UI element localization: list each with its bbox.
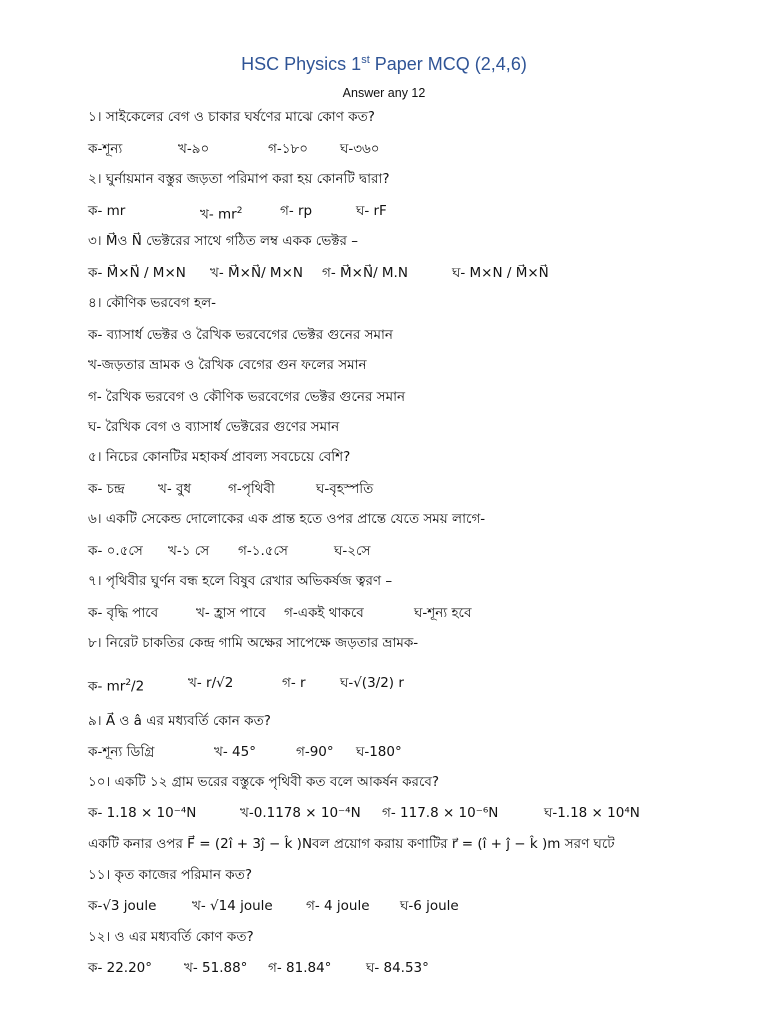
q7-option-d: ঘ-শূন্য হবে	[414, 605, 472, 621]
question-8: ৮। নিরেট চাকতির কেন্দ্র গামি অক্ষের সাপেক্ষে জড়তার ভ্রামক-	[88, 635, 419, 651]
q2-option-b	[200, 202, 242, 224]
question-5: ৫। নিচের কোনটির মহাকর্ষ প্রাবল্য সবচেয়ে বেশি?	[88, 449, 351, 465]
q1-option-b: খ-৯০	[178, 141, 210, 157]
q10-option-a: ক- 1.18 × 10⁻⁴N	[88, 805, 197, 821]
q8-option-b: খ- r/√2	[188, 675, 234, 691]
q4-option-a: ক- ব্যাসার্ধ ভেক্টর ও রৈখিক ভরবেগের ভেক্টর গুনের সমান	[88, 327, 393, 343]
q7-option-c: গ-একই থাকবে	[284, 605, 364, 621]
q9-option-c: গ-90°	[296, 744, 334, 760]
q3-option-d: ঘ- M×N / M⃗×N⃗	[452, 265, 549, 281]
question-9: ৯। A⃗ ও â এর মধ্যবর্তি কোন কত?	[88, 713, 271, 729]
q12-option-c: গ- 81.84°	[268, 960, 332, 976]
q2-option-d: ঘ- rF	[356, 203, 387, 219]
q9-option-a: ক-শূন্য ডিগ্রি	[88, 744, 155, 760]
q6-option-c: গ-১.৫সে	[238, 543, 288, 559]
page-subtitle: Answer any 12	[342, 86, 426, 100]
q3-option-b: খ- M⃗×N⃗/ M×N	[210, 265, 303, 281]
q11-option-c: গ- 4 joule	[306, 898, 370, 914]
q1-option-a: ক-শূন্য	[88, 141, 123, 157]
q11-option-b: খ- √14 joule	[192, 898, 273, 914]
q4-option-d: ঘ- রৈখিক বেগ ও ব্যাসার্ধ ভেক্টরের গুণের সমান	[88, 419, 340, 435]
q5-option-b: খ- বুধ	[158, 481, 192, 497]
q2-option-c: গ- rp	[280, 203, 313, 219]
q3-option-c: গ- M⃗×N⃗/ M.N	[322, 265, 408, 281]
q12-option-a: ক- 22.20°	[88, 960, 153, 976]
page-title	[0, 54, 768, 75]
question-4: ৪। কৌণিক ভরবেগ হল-	[88, 295, 217, 311]
q7-option-b: খ- হ্রাস পাবে	[196, 605, 266, 621]
q9-option-b: খ- 45°	[214, 744, 256, 760]
q2-option-b-text: খ- mr	[200, 206, 237, 223]
q1-option-c: গ-১৮০	[268, 141, 309, 157]
question-11: ১১। কৃত কাজের পরিমান কত?	[88, 867, 253, 883]
q7-option-a: ক- বৃদ্ধি পাবে	[88, 605, 159, 621]
q10-option-c: গ- 117.8 × 10⁻⁶N	[382, 805, 499, 821]
q10-option-b: খ-0.1178 × 10⁻⁴N	[240, 805, 361, 821]
question-10: ১০। একটি ১২ গ্রাম ভরের বস্তুকে পৃথিবী কত বলে আকর্ষন করবে?	[88, 774, 440, 790]
q11-option-a: ক-√3 joule	[88, 898, 157, 914]
q8-option-a-tail: /2	[131, 678, 145, 695]
q1-option-d: ঘ-৩৬০	[340, 141, 380, 157]
q8-option-a-text: ক- mr	[88, 678, 126, 695]
q11-option-d: ঘ-6 joule	[400, 898, 459, 914]
question-12: ১২। ও এর মধ্যবর্তি কোণ কত?	[88, 929, 254, 945]
q5-option-c: গ-পৃথিবী	[228, 481, 275, 497]
title-text-rest: Paper MCQ (2,4,6)	[369, 54, 527, 74]
question-2: ২। ঘুর্নায়মান বস্তুর জড়তা পরিমাপ করা হয় কোনটি দ্বারা?	[88, 171, 390, 187]
q5-option-d: ঘ-বৃহস্পতি	[316, 481, 374, 497]
q8-option-c: গ- r	[282, 675, 306, 691]
question-stem: একটি কনার ওপর F⃗ = (2î + 3ĵ − k̂ )Nবল প্রয়োগ করায় কণাটির r⃗ = (î + ĵ − k̂ )m সরণ ঘটে	[88, 836, 615, 852]
title-superscript: st	[361, 54, 370, 66]
q9-option-d: ঘ-180°	[356, 744, 402, 760]
q8-option-a	[88, 674, 144, 696]
q2-option-a: ক- mr	[88, 203, 126, 219]
q8-option-a-exponent: 2	[125, 678, 132, 688]
title-text: HSC Physics 1	[241, 54, 362, 74]
question-7: ৭। পৃথিবীর ঘুর্ণন বন্ধ হলে বিষুব রেখার অভিকর্ষজ ত্বরণ –	[88, 573, 393, 589]
question-6: ৬। একটি সেকেন্ড দোলোকের এক প্রান্ত হতে ওপর প্রান্তে যেতে সময় লাগে-	[88, 511, 486, 527]
q6-option-d: ঘ-২সে	[334, 543, 371, 559]
question-1: ১। সাইকেলের বেগ ও চাকার ঘর্ষণের মাঝে কোণ কত?	[88, 109, 375, 125]
q12-option-b: খ- 51.88°	[184, 960, 248, 976]
q4-option-c: গ- রৈখিক ভরবেগ ও কৌণিক ভরবেগের ভেক্টর গুনের সমান	[88, 389, 406, 405]
q5-option-a: ক- চন্দ্র	[88, 481, 125, 497]
q3-option-a: ক- M⃗×N⃗ / M×N	[88, 265, 186, 281]
q4-option-b: খ-জড়তার ভ্রামক ও রৈখিক বেগের গুন ফলের সমান	[88, 357, 367, 373]
q10-option-d: ঘ-1.18 × 10⁴N	[544, 805, 640, 821]
question-3: ৩। M⃗ও N⃗ ভেক্টরের সাথে গঠিত লম্ব একক ভেক্টর –	[88, 233, 358, 249]
q2-option-b-exponent: 2	[236, 206, 243, 216]
q6-option-a: ক- ০.৫সে	[88, 543, 143, 559]
q8-option-d: ঘ-√(3/2) r	[340, 675, 404, 691]
q6-option-b: খ-১ সে	[168, 543, 210, 559]
q12-option-d: ঘ- 84.53°	[366, 960, 429, 976]
